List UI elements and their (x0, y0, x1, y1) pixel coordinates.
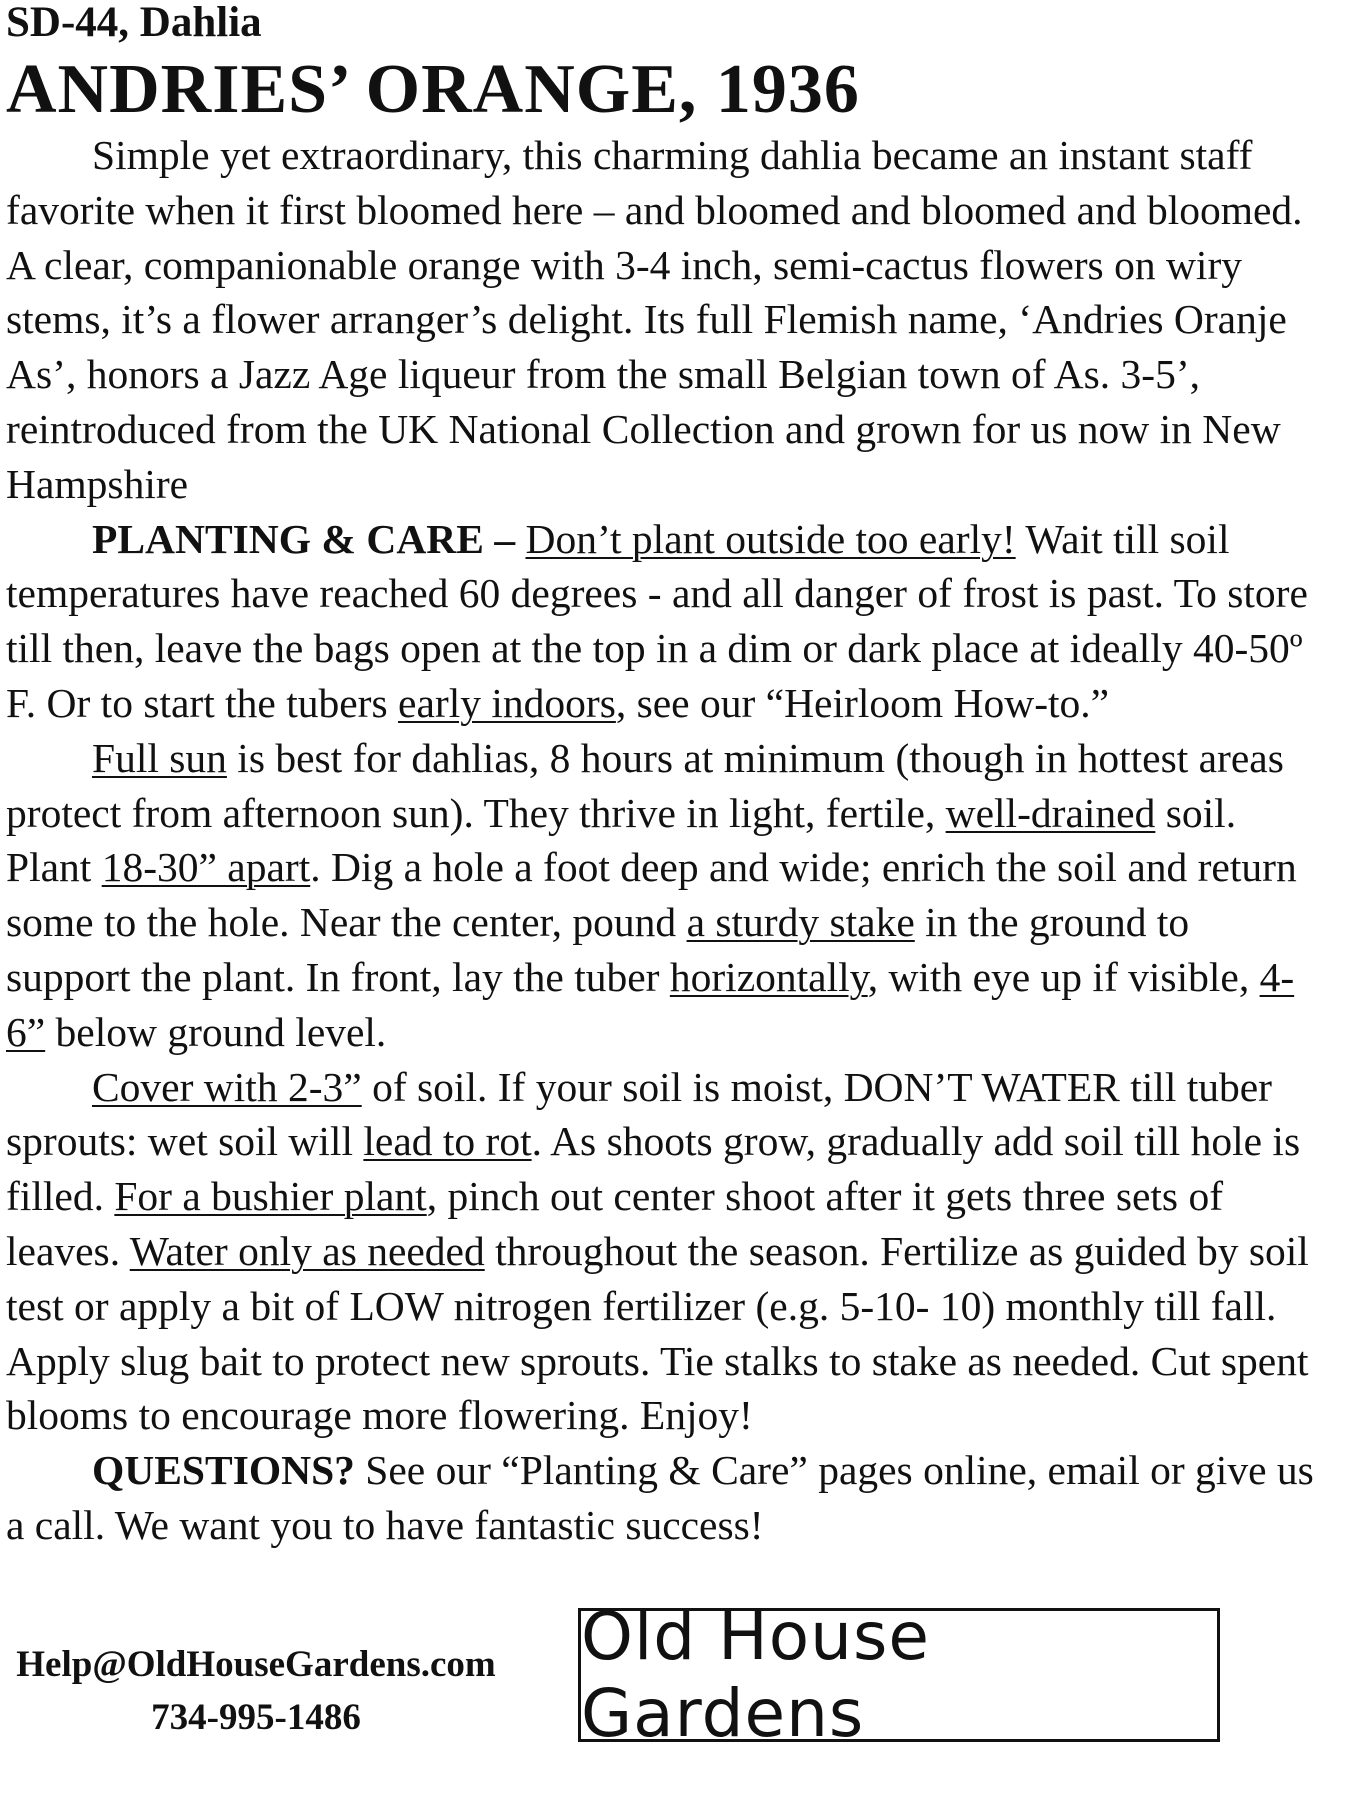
paragraph (6, 128, 1316, 512)
paragraph (6, 731, 1316, 1060)
underlined-text: early indoors (398, 679, 616, 726)
paragraph (6, 1060, 1316, 1444)
underlined-text: 18-30” apart (101, 844, 311, 891)
text-run: , with eye up if visible, (867, 953, 1260, 1000)
underlined-text: horizontally (669, 953, 868, 1000)
underlined-text: lead to rot (363, 1118, 532, 1165)
text-run: in the ground to support the plant. In front, lay the tuber (6, 899, 1190, 1000)
text-run: Wait till soil temperatures have reached 60 degrees - and all danger of frost is past. To store till then, leave the bags open at the top in a dim or dark place at ideally 40-50º F. Or to start the tubers (6, 515, 1308, 726)
description-body (6, 128, 1316, 1553)
underlined-text: Cover with 2-3” (92, 1063, 362, 1110)
text-run: , pinch out center shoot after it gets three sets of leaves. (6, 1173, 1224, 1274)
text-run: Simple yet extraordinary, this charming dahlia became an instant staff favorite when it first bloomed here – and bloomed and bloomed and bloomed. A clear, companionable orange with 3-4 inch, semi-cactus flowers on wiry stems, it’s a flower arranger’s delight. Its full Flemish name, ‘Andries Oranje As’, honors a Jazz Age liqueur from the small Belgian town of As. 3-5’, reintroduced from the UK National Collection and grown for us now in New Hampshire (6, 132, 1303, 507)
text-run: See our “Planting & Care” pages online, email or give us a call. We want you to have fantastic success! (6, 1447, 1314, 1548)
underlined-text: well-drained (945, 789, 1156, 836)
underlined-text: Full sun (92, 734, 227, 781)
paragraph (6, 1443, 1316, 1553)
brand-logo: Old House Gardens (581, 1598, 930, 1752)
text-run: of soil. If your soil is moist, DON’T WATER till tuber sprouts: wet soil will (6, 1063, 1272, 1165)
product-code: SD-44, Dahlia (6, 0, 262, 46)
bold-text: QUESTIONS? (92, 1447, 355, 1494)
contact-phone: 734-995-1486 (151, 1697, 361, 1738)
text-run: is best for dahlias, 8 hours at minimum (though in hottest areas protect from afternoon sun). They thrive in light, fertile, (6, 734, 1284, 836)
contact-block (6, 1638, 506, 1744)
bold-text: PLANTING & CARE – (92, 515, 526, 562)
text-run: throughout the season. Fertilize as guided by soil test or apply a bit of LOW nitrogen fertilizer (e.g. 5-10- 10) monthly till fall. Apply slug bait to protect new sprouts. Tie stalks to stake as needed. Cut spent blooms to encourage more flowering. Enjoy! (6, 1227, 1309, 1439)
underlined-text: Don’t plant outside too early! (525, 515, 1016, 562)
text-run: . Dig a hole a foot deep and wide; enrich the soil and return some to the hole. Near the center, pound (6, 844, 1297, 946)
text-run: below ground level. (45, 1008, 387, 1055)
underlined-text: a sturdy stake (686, 899, 915, 946)
underlined-text: Water only as needed (129, 1227, 485, 1274)
text-run: soil. Plant (6, 789, 1237, 891)
contact-email[interactable]: Help@OldHouseGardens.com (16, 1644, 496, 1685)
text-run: . As shoots grow, gradually add soil till hole is filled. (6, 1118, 1301, 1220)
underlined-text: 4-6” (6, 953, 1295, 1055)
text-run: , see our “Heirloom How-to.” (615, 679, 1110, 726)
paragraph (6, 512, 1316, 731)
underlined-text: For a bushier plant (114, 1173, 427, 1220)
logo-box (578, 1598, 1220, 1752)
page-title: ANDRIES’ ORANGE, 1936 (6, 51, 860, 128)
